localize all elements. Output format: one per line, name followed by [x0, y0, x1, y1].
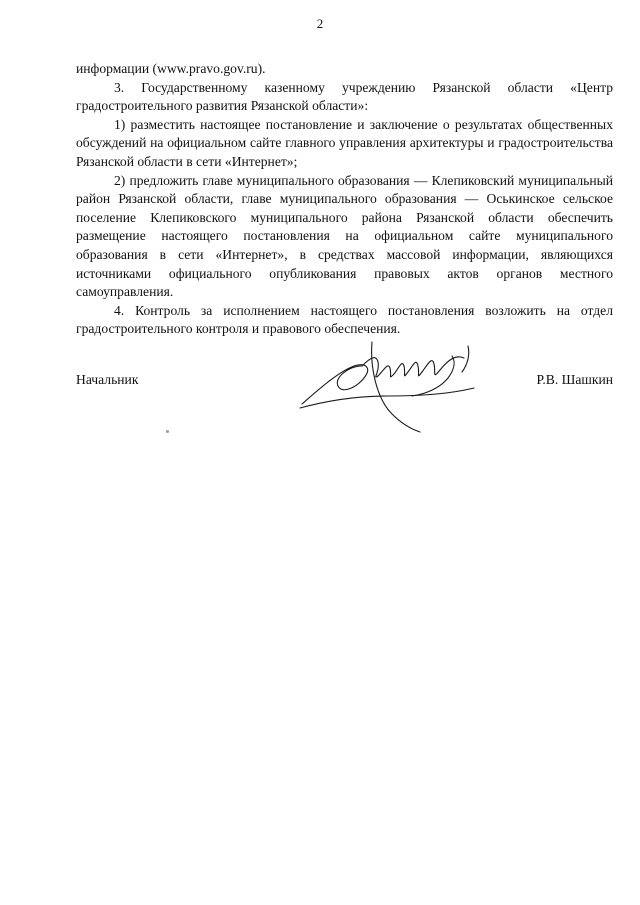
- paragraph-item-3: 3. Государственному казенному учреждению Рязанской области «Центр градостроительного развития Рязанской области»:: [76, 79, 613, 114]
- signature-block: [76, 372, 613, 392]
- paragraph-subitem-1: 1) разместить настоящее постановление и заключение о результатах общественных обсуждений на официальном сайте главного управления архитектуры и градостроительства Рязанской области в сети «Интернет»;: [76, 116, 613, 169]
- paragraph-item-4: 4. Контроль за исполнением настоящего постановления возложить на отдел градостроительного контроля и правового обеспечения.: [76, 302, 613, 337]
- document-body: [76, 60, 613, 339]
- scan-speck: [166, 430, 169, 433]
- paragraph-subitem-2: 2) предложить главе муниципального образования — Клепиковский муниципальный район Рязанской области, главе муниципального образования — Оськинское сельское поселение Клепиковского муниципального района Рязанской области обеспечить размещение настоящего постановления на официальном сайте муниципального образования в сети «Интернет», в средствах массовой информации, являющихся источниками официального опубликования правовых актов органов местного самоуправления.: [76, 172, 613, 300]
- signatory-position: Начальник: [76, 372, 139, 387]
- signatory-name: Р.В. Шашкин: [536, 372, 613, 387]
- paragraph-continuation: информации (www.pravo.gov.ru).: [76, 61, 266, 76]
- page-number: 2: [316, 16, 324, 31]
